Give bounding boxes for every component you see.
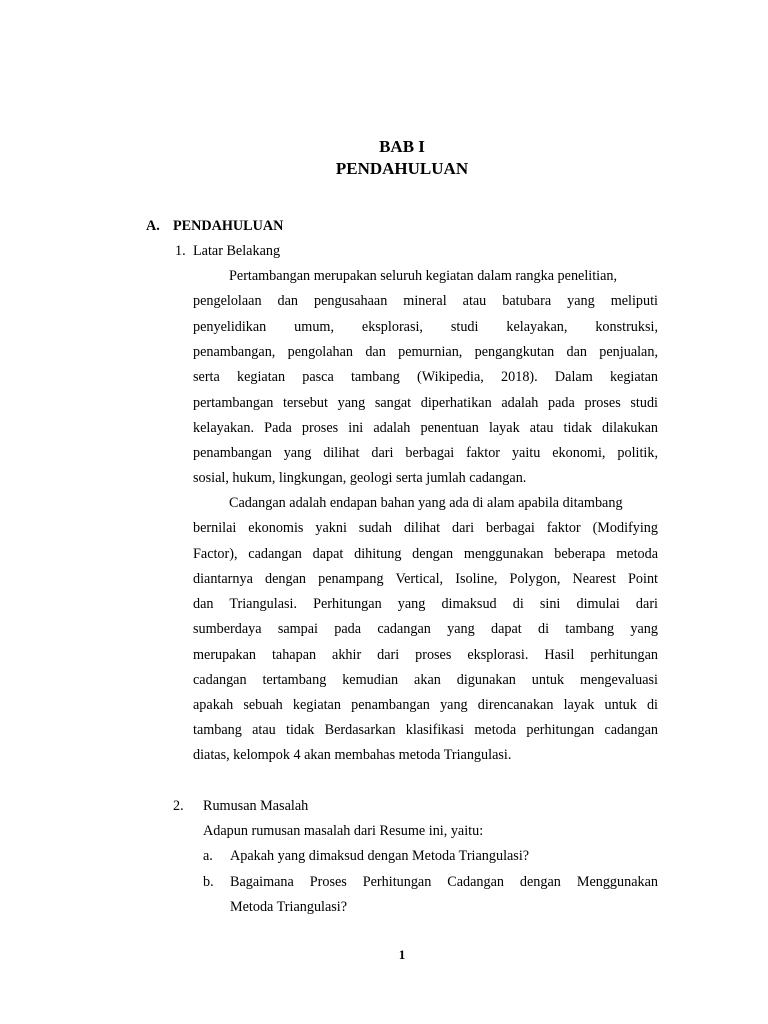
paragraph-line: penyelidikan umum, eksplorasi, studi kelayakan, konstruksi, xyxy=(193,319,658,335)
paragraph-line: Factor), cadangan dapat dihitung dengan menggunakan beberapa metoda xyxy=(193,546,658,562)
chapter-title: PENDAHULUAN xyxy=(335,159,469,178)
subsection-marker: 2. xyxy=(173,798,184,814)
paragraph-line: sumberdaya sampai pada cadangan yang dapat di tambang yang xyxy=(193,621,658,637)
paragraph-line: penambangan yang dilihat dari berbagai faktor yaitu ekonomi, politik, xyxy=(193,445,658,461)
list-marker: a. xyxy=(203,848,213,864)
paragraph-line: Pertambangan merupakan seluruh kegiatan dalam rangka penelitian, xyxy=(229,268,618,284)
paragraph-line: merupakan tahapan akhir dari proses eksplorasi. Hasil perhitungan xyxy=(193,647,658,663)
paragraph-line: serta kegiatan pasca tambang (Wikipedia, 2018). Dalam kegiatan xyxy=(193,369,658,385)
paragraph-line: bernilai ekonomis yakni sudah dilihat dari berbagai faktor (Modifying xyxy=(193,520,658,536)
subsection-title: Rumusan Masalah xyxy=(203,798,309,814)
rumusan-intro: Adapun rumusan masalah dari Resume ini, yaitu: xyxy=(203,823,484,839)
chapter-heading: BAB I xyxy=(379,137,425,156)
paragraph-line: kelayakan. Pada proses ini adalah penentuan layak atau tidak dilakukan xyxy=(193,420,658,436)
paragraph-line: pengelolaan dan pengusahaan mineral atau batubara yang meliputi xyxy=(193,293,658,309)
list-item: Apakah yang dimaksud dengan Metoda Triangulasi? xyxy=(230,848,530,864)
subsection-title: Latar Belakang xyxy=(193,243,281,259)
page-number: 1 xyxy=(398,947,406,962)
paragraph-line: cadangan tertambang kemudian akan digunakan untuk mengevaluasi xyxy=(193,672,658,688)
list-item: Bagaimana Proses Perhitungan Cadangan dengan Menggunakan xyxy=(230,874,658,890)
paragraph-line: pertambangan tersebut yang sangat diperhatikan adalah pada proses studi xyxy=(193,395,658,411)
section-marker: A. xyxy=(146,218,160,234)
list-item-continued: Metoda Triangulasi? xyxy=(230,899,348,915)
paragraph-line: diatas, kelompok 4 akan membahas metoda Triangulasi. xyxy=(193,747,512,763)
paragraph-line: penambangan, pengolahan dan pemurnian, pengangkutan dan penjualan, xyxy=(193,344,658,360)
paragraph-line: sosial, hukum, lingkungan, geologi serta jumlah cadangan. xyxy=(193,470,527,486)
paragraph-line: dan Triangulasi. Perhitungan yang dimaksud di sini dimulai dari xyxy=(193,596,658,612)
paragraph-line: Cadangan adalah endapan bahan yang ada di alam apabila ditambang xyxy=(229,495,623,511)
paragraph-line: apakah sebuah kegiatan penambangan yang direncanakan layak untuk di xyxy=(193,697,658,713)
list-marker: b. xyxy=(203,874,214,890)
paragraph-line: diantarnya dengan penampang Vertical, Isoline, Polygon, Nearest Point xyxy=(193,571,658,587)
paragraph-line: tambang atau tidak Berdasarkan klasifikasi metoda perhitungan cadangan xyxy=(193,722,658,738)
section-title: PENDAHULUAN xyxy=(173,218,284,234)
subsection-marker: 1. xyxy=(175,243,186,259)
